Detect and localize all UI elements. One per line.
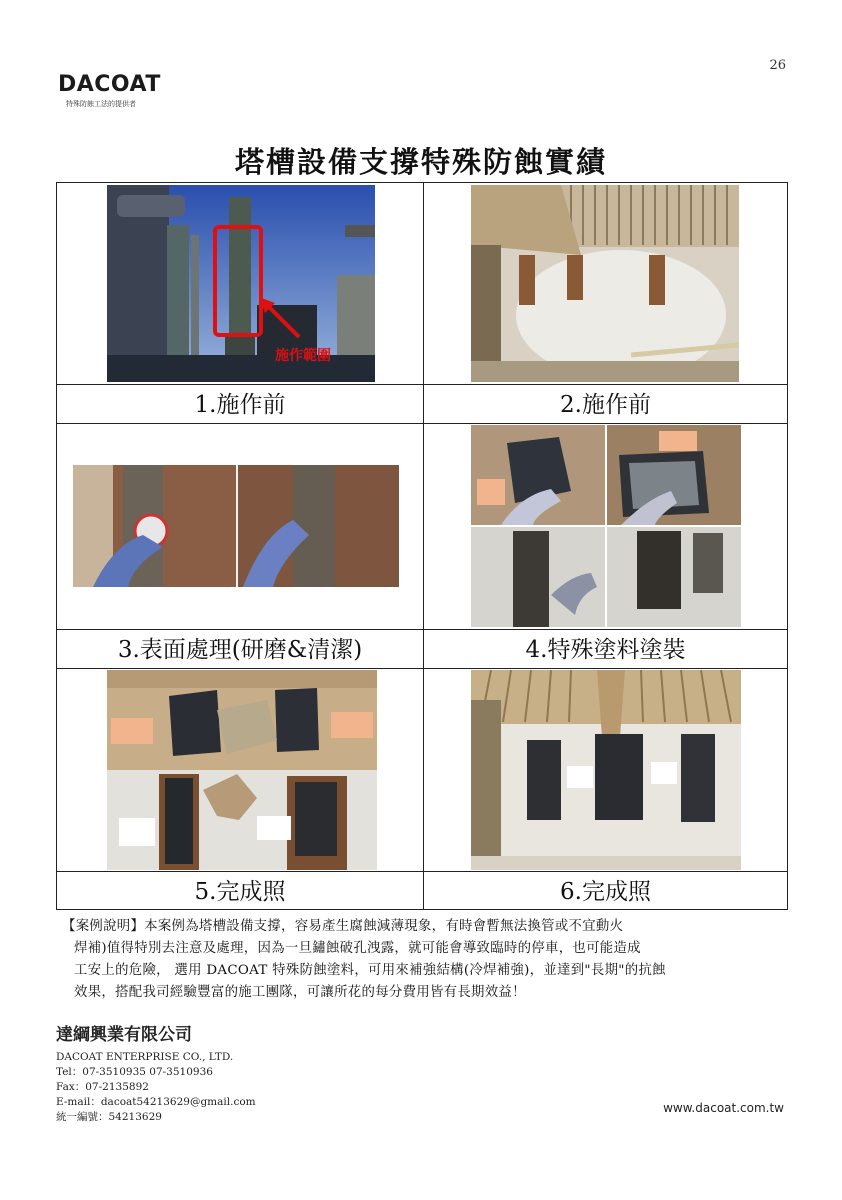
website-url: www.dacoat.com.tw: [663, 1101, 784, 1115]
company-email: E-mail：dacoat54213629@gmail.com: [56, 1096, 256, 1108]
company-tel: Tel：07-3510935 07-3510936: [56, 1066, 213, 1078]
table-divider-vertical: [423, 183, 424, 909]
caption-4: 4.特殊塗料塗裝: [525, 637, 686, 663]
company-tax-id: 統一編號：54213629: [56, 1111, 162, 1123]
caption-3: 3.表面處理(研磨&清潔): [117, 637, 363, 663]
description-line: 【案例說明】本案例為塔槽設備支撐，容易產生腐蝕減薄現象，有時會暫無法換管或不宜動火: [62, 919, 624, 934]
caption-1: 1.施作前: [194, 392, 286, 418]
description-line: 工安上的危險， 選用 DACOAT 特殊防蝕塗料，可用來補強結構(冷焊補強)，並達到"長期"的抗蝕: [74, 963, 666, 978]
company-info: [56, 1020, 256, 1125]
work-area-annotation: 施作範圍: [275, 348, 331, 364]
logo-tagline: 特殊防蝕工法的提供者: [66, 100, 136, 108]
company-english-name: DACOAT ENTERPRISE CO., LTD.: [56, 1051, 234, 1063]
description-line: 焊補)值得特別去注意及處理，因為一旦鏽蝕破孔洩露，就可能會導致臨時的停車，也可能造成: [74, 941, 641, 956]
photo-table: [56, 182, 788, 910]
photo-5-completed-collage: [107, 670, 377, 870]
logo-wordmark: DACOAT: [58, 72, 161, 97]
company-logo: [58, 72, 161, 109]
description-line: 效果，搭配我司經驗豐富的施工團隊，可讓所花的每分費用皆有長期效益！: [74, 985, 526, 1000]
photo-1-before-tower: [107, 185, 375, 382]
page-title: 塔槽設備支撐特殊防蝕實績: [234, 145, 607, 179]
photo-4-coating-collage: [471, 425, 741, 627]
photo-6-completed-support: [471, 670, 741, 870]
photo-2-before-support: [471, 185, 739, 382]
case-description: [62, 916, 782, 1004]
caption-5: 5.完成照: [194, 879, 286, 905]
company-name: 達綱興業有限公司: [56, 1025, 192, 1045]
caption-6: 6.完成照: [560, 879, 651, 905]
page-number: 26: [769, 58, 786, 73]
company-fax: Fax：07-2135892: [56, 1081, 149, 1093]
caption-2: 2.施作前: [560, 392, 651, 418]
photo-3-surface-treatment: [73, 465, 399, 587]
